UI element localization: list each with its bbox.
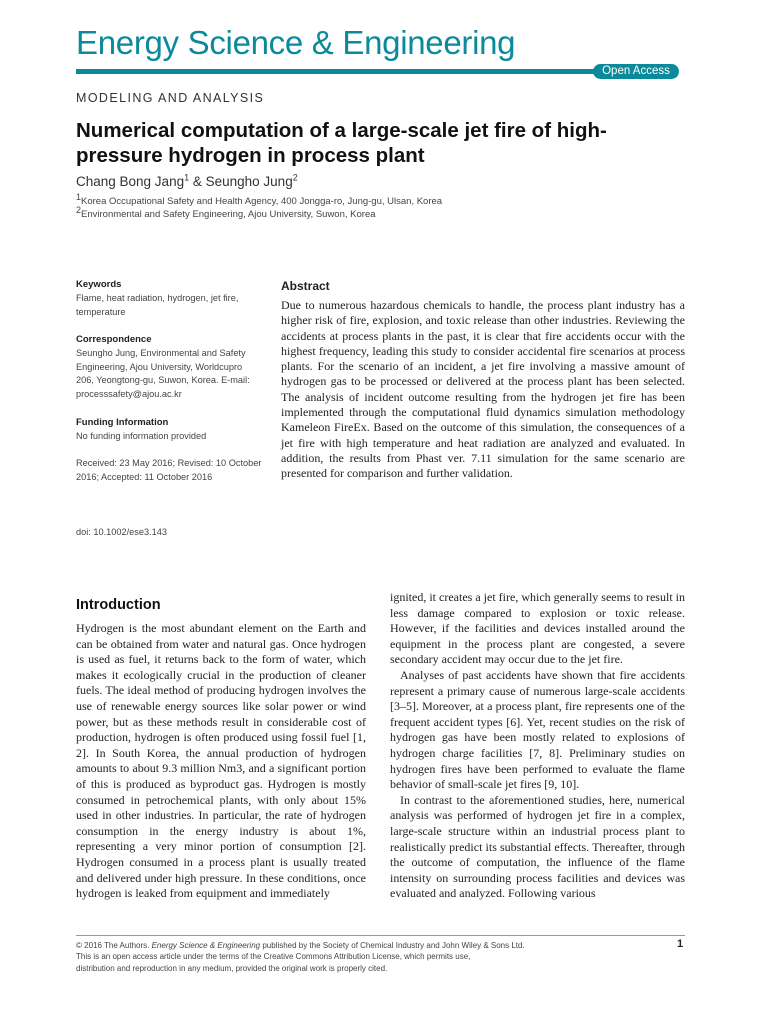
page-number: 1 xyxy=(677,938,684,950)
author-separator: & xyxy=(189,174,206,189)
body-column-right xyxy=(390,590,685,902)
copyright-journal: Energy Science & Engineering xyxy=(151,941,261,950)
keywords-text: Flame, heat radiation, hydrogen, jet fire, temperature xyxy=(76,293,239,317)
journal-title: Energy Science & Engineering xyxy=(76,24,516,61)
affiliation-number: 2 xyxy=(76,204,82,215)
paragraph: In contrast to the aforementioned studies, here, numerical analysis was performed of hydrogen jet fire in a complex, large-scale structure within an industrial process plant to realistically predict its substantial effects. Thereafter, through the outcome of computation, the influence of the flame intensity on surrounding process facilities and devices was evaluated and analyzed. Following various xyxy=(390,792,685,901)
footer-rule xyxy=(76,935,685,936)
funding-text: No funding information provided xyxy=(76,431,207,441)
correspondence-text: Seungho Jung, Environmental and Safety Engineering, Ajou University, Worldcupro 206, Yeongtong-gu, Suwon, Korea. E-mail: processsafety@ajou.ac.kr xyxy=(76,348,250,399)
license-line: This is an open access article under the terms of the Creative Commons Attribution License, which permits use, xyxy=(76,952,471,962)
paragraph: Analyses of past accidents have shown that fire accidents represent a primary cause of numerous large-scale accidents [3–5]. Moreover, at a process plant, fire represents one of the frequent accident types [6]. Yet, recent studies on the risk of hydrogen gas have been mostly related to explosions of hydrogen charge facilities [7, 8]. Preliminary studies on hydrogen fires have been performed to evaluate the flame behavior of small-scale jet fires [9, 10]. xyxy=(390,667,685,792)
funding-heading: Funding Information xyxy=(76,417,169,428)
affiliation-number: 1 xyxy=(76,191,82,202)
affiliation-text: Environmental and Safety Engineering, Ajou University, Suwon, Korea xyxy=(81,209,376,220)
affiliation-marker: 2 xyxy=(292,172,298,183)
copyright-line xyxy=(76,940,525,951)
affiliation xyxy=(76,191,443,207)
open-access-badge: Open Access xyxy=(593,64,679,79)
correspondence-heading: Correspondence xyxy=(76,334,152,345)
doi-link[interactable]: doi: 10.1002/ese3.143 xyxy=(76,527,167,537)
section-type-label: MODELING AND ANALYSIS xyxy=(76,91,265,105)
author-list xyxy=(76,174,298,189)
license-line: distribution and reproduction in any medium, provided the original work is properly cited. xyxy=(76,963,388,973)
header-rule xyxy=(76,69,594,74)
copyright-suffix: published by the Society of Chemical Industry and John Wiley & Sons Ltd. xyxy=(260,941,525,950)
affiliation xyxy=(76,204,376,220)
introduction-heading: Introduction xyxy=(76,597,161,613)
keywords-heading: Keywords xyxy=(76,279,122,290)
abstract-heading: Abstract xyxy=(281,279,330,293)
article-title: Numerical computation of a large-scale jet fire of high-pressure hydrogen in process plant xyxy=(76,119,607,167)
paragraph: ignited, it creates a jet fire, which generally seems to result in less damage compared to explosion or toxic release. However, if the facilities and devices installed around the equipment in the process plant are congested, a severe secondary accident may occur due to the jet fire. xyxy=(390,590,685,667)
copyright-prefix: © 2016 The Authors. xyxy=(76,941,152,950)
affiliation-marker: 1 xyxy=(184,172,190,183)
affiliation-text: Korea Occupational Safety and Health Agency, 400 Jongga-ro, Jung-gu, Ulsan, Korea xyxy=(81,196,443,207)
author-name: Seungho Jung xyxy=(205,174,293,189)
body-column-left: Hydrogen is the most abundant element on the Earth and can be obtained from water and natural gas. Once hydrogen is used as fuel, it returns back to the form of water, which makes it ecologically crucial in the production of cleaner fuels. The ideal method of producing hydrogen involves the use of renewable energy sources like solar power or wind power, but as these methods result in considerable cost of production, hydrogen is often produced using fossil fuel [1, 2]. In South Korea, the annual production of hydrogen amounts to about 9.3 million Nm3, and a significant portion of this is produced as byproduct gas. Hydrogen is mostly consumed in petrochemical plants, with only about 15% used in other industries. In particular, the rate of hydrogen consumption in the energy industry is about 1%, representing a very minor portion of consumption [2]. Hydrogen consumed in a process plant is usually treated and delivered under high pressure. In these conditions, once hydrogen is leaked from equipment and immediately xyxy=(76,621,366,901)
abstract-text: Due to numerous hazardous chemicals to handle, the process plant industry has a higher risk of fire, explosion, and toxic release than other industries. Reviewing the accidents at process plants in the past, it is clear that fire accidents occur with the highest frequency, leading this study to consider accidental fire scenarios at process plants. For the scenario of an incident, a jet fire involving a massive amount of hydrogen gas to be processed or delivered at the process plant has been selected. The analysis of incident outcome resulting from the hydrogen jet fire has been implemented through the computational fluid dynamics simulation methodology Kameleon FireEx. Based on the outcome of this simulation, the consequences of a jet fire with high temperature and heat radiation are analyzed and evaluated. In addition, the results from Phast ver. 7.11 simulation for the same scenario are presented for comparison and further validation. xyxy=(281,298,685,481)
author-name: Chang Bong Jang xyxy=(76,174,185,189)
footer-license xyxy=(76,940,525,974)
article-dates: Received: 23 May 2016; Revised: 10 October 2016; Accepted: 11 October 2016 xyxy=(76,458,262,482)
